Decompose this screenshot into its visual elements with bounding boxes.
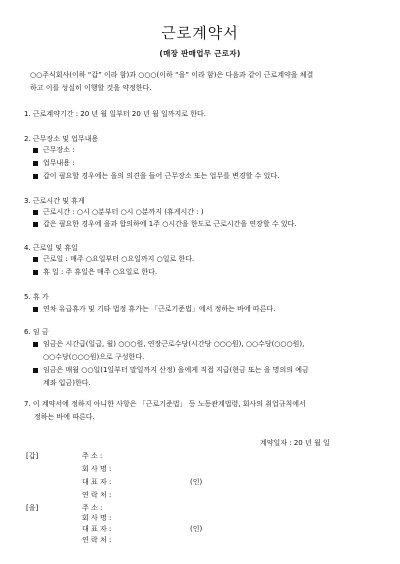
bullet-square-icon	[33, 307, 38, 312]
bullet-square-icon	[33, 368, 38, 373]
party-a-contact: 연 락 처 :	[82, 491, 112, 499]
s4-item-holidays: 휴 일 : 주 휴일은 매주 ○요일로 한다.	[43, 268, 158, 276]
party-b-contact: 연 락 처 :	[82, 536, 112, 544]
section-1-contract-period: 1. 근로계약기간 : 20 년 월 일부터 20 년 월 일까지로 한다.	[24, 110, 207, 118]
s4-item-workdays: 근로일 : 매주 ○요일부터 ○요일까지 ○일로 한다.	[43, 255, 195, 263]
bullet-square-icon	[33, 257, 38, 262]
bullet-square-icon	[33, 148, 38, 153]
contract-date: 계약일자 : 20 년 월 일	[260, 439, 330, 447]
bullet-square-icon	[33, 342, 38, 347]
section-7-line-2: 정하는 바에 따른다.	[34, 413, 95, 421]
party-b-address: 주 소 :	[82, 504, 103, 512]
party-a-seal: (인)	[190, 478, 203, 486]
s6-item-wage-line-2: ○○수당(○○○원)으로 구성한다.	[43, 353, 145, 361]
s2-item-job-duties: 업무내용 :	[43, 159, 75, 167]
party-a-label: [갑]	[26, 452, 39, 460]
s2-item-change-note: 갑이 필요할 경우에는 을의 의견을 들어 근무장소 또는 업무를 변경할 수 있다.	[43, 172, 280, 180]
party-a-address: 주 소 :	[82, 452, 103, 460]
s6-item-payment-line-1: 임금은 매월 ○○일(1일부터 말일까지 산정) 을에게 직접 지급(현금 또는 을 명의의 예금	[43, 366, 309, 374]
bullet-square-icon	[33, 210, 38, 215]
document-title: 근로계약서	[161, 24, 239, 42]
section-4-heading: 4. 근로일 및 휴일	[24, 244, 78, 252]
intro-line-2: 하고 이를 성실히 이행할 것을 약정한다.	[30, 84, 152, 92]
party-a-representative: 대 표 자 :	[82, 478, 112, 486]
bullet-square-icon	[33, 270, 38, 275]
section-5-heading: 5. 휴 가	[24, 293, 49, 301]
intro-line-1: ○○주식회사(이하 “갑” 이라 함)과 ○○○(이하 “을” 이라 함)은 다음과 같이 근로계약을 체결	[30, 71, 314, 79]
bullet-square-icon	[33, 174, 38, 179]
party-a-company: 회 사 명 :	[82, 465, 112, 473]
s3-item-extension: 갑은 필요한 경우에 을과 합의하에 1주 ○시간을 한도로 근로시간을 연장할 수 있다.	[43, 220, 297, 228]
party-b-company: 회 사 명 :	[82, 514, 112, 522]
section-6-heading: 6. 임 금	[24, 328, 49, 336]
party-b-seal: (인)	[190, 525, 203, 533]
bullet-square-icon	[33, 222, 38, 227]
bullet-square-icon	[33, 161, 38, 166]
section-7-line-1: 7. 이 계약서에 정하지 아니한 사항은 「근로기준법」 등 노동관계법령, 회사의 취업규칙에서	[24, 400, 306, 408]
party-b-representative: 대 표 자 :	[82, 525, 112, 533]
section-3-heading: 3. 근로시간 및 휴게	[24, 197, 85, 205]
section-2-heading: 2. 근무장소 및 업무내용	[24, 135, 99, 143]
s5-item-leave: 연차 유급휴가 및 기타 법정 휴가는 「근로기준법」에서 정하는 바에 따른다.	[43, 305, 276, 313]
s6-item-payment-line-2: 계좌 입금)한다.	[43, 379, 91, 387]
s3-item-work-hours: 근로시간 : ○시 ○분부터 ○시 ○분까지 (휴게시간 : )	[43, 208, 204, 216]
document-subtitle: (매장 판매업무 근로자)	[159, 49, 241, 58]
party-b-label: [을]	[26, 504, 39, 512]
s2-item-work-place: 근무장소 :	[43, 146, 75, 154]
s6-item-wage-line-1: 임금은 시간급(일급, 월) ○○○원, 연장근로수당(시간당 ○○○원), ○○수당(○○○원),	[43, 340, 305, 348]
